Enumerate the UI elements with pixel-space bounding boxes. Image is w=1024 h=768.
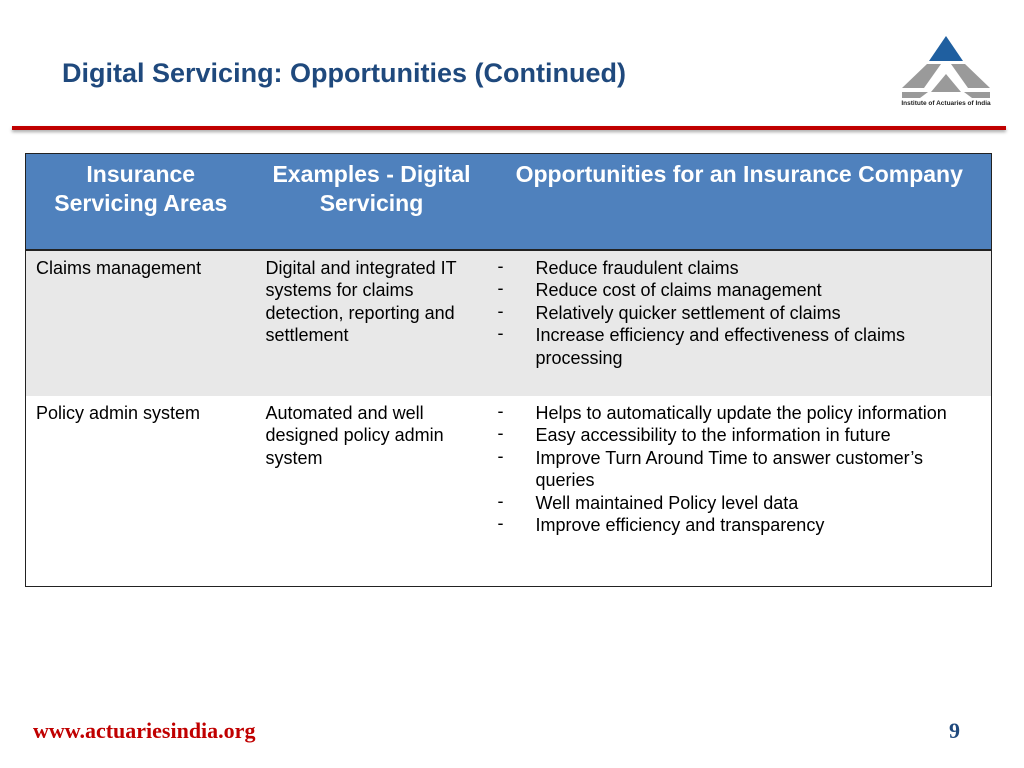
- table-header-row: [26, 154, 992, 250]
- list-item: [498, 302, 982, 325]
- dash-bullet: -: [497, 490, 504, 511]
- cell-opportunities: [488, 250, 992, 396]
- dash-bullet: -: [497, 423, 504, 443]
- table-row: [26, 250, 992, 396]
- list-item: [498, 257, 982, 280]
- dash-bullet: -: [497, 278, 504, 298]
- dash-bullet: -: [497, 323, 504, 343]
- dash-bullet: -: [497, 513, 504, 533]
- cell-area: Claims management: [26, 250, 256, 396]
- list-item-text: Well maintained Policy level data: [535, 492, 799, 513]
- dash-bullet: -: [497, 300, 504, 321]
- list-item: [498, 492, 982, 515]
- list-item-text: Improve efficiency and transparency: [535, 515, 825, 535]
- dash-bullet: -: [497, 445, 504, 466]
- opportunity-list: [498, 257, 982, 370]
- institute-logo: [898, 34, 994, 112]
- opportunity-list: [498, 402, 982, 537]
- list-item: [498, 514, 982, 537]
- dash-bullet: -: [497, 255, 504, 276]
- list-item-text: Reduce cost of claims management: [535, 280, 822, 300]
- list-item: [498, 279, 982, 302]
- list-item: [498, 324, 982, 369]
- dash-bullet: -: [497, 400, 504, 421]
- cell-area: Policy admin system: [26, 396, 256, 587]
- footer-website-link[interactable]: www.actuariesindia.org: [33, 718, 256, 743]
- cell-example: Digital and integrated IT systems for claims detection, reporting and settlement: [256, 250, 488, 396]
- list-item-text: Improve Turn Around Time to answer customer’s queries: [535, 447, 924, 490]
- list-item-text: Helps to automatically update the policy information: [535, 402, 947, 423]
- logo-caption: Institute of Actuaries of India: [901, 100, 991, 107]
- list-item-text: Increase efficiency and effectiveness of claims processing: [535, 325, 906, 368]
- header-opportunities: Opportunities for an Insurance Company: [488, 154, 992, 250]
- table-row: [26, 396, 992, 587]
- list-item: [498, 447, 982, 492]
- header-examples: Examples - Digital Servicing: [256, 154, 488, 250]
- list-item: [498, 424, 982, 447]
- title-divider: [12, 126, 1006, 130]
- logo-triangles-icon: [898, 34, 994, 100]
- cell-opportunities: [488, 396, 992, 587]
- page-number: 9: [949, 718, 960, 743]
- list-item-text: Reduce fraudulent claims: [535, 257, 739, 278]
- list-item-text: Relatively quicker settlement of claims: [535, 302, 841, 323]
- slide-title: Digital Servicing: Opportunities (Continued): [62, 58, 626, 88]
- cell-example: Automated and well designed policy admin system: [256, 396, 488, 587]
- header-servicing-areas: Insurance Servicing Areas: [26, 154, 256, 250]
- servicing-table: [25, 153, 992, 587]
- list-item: [498, 402, 982, 425]
- list-item-text: Easy accessibility to the information in future: [535, 425, 891, 445]
